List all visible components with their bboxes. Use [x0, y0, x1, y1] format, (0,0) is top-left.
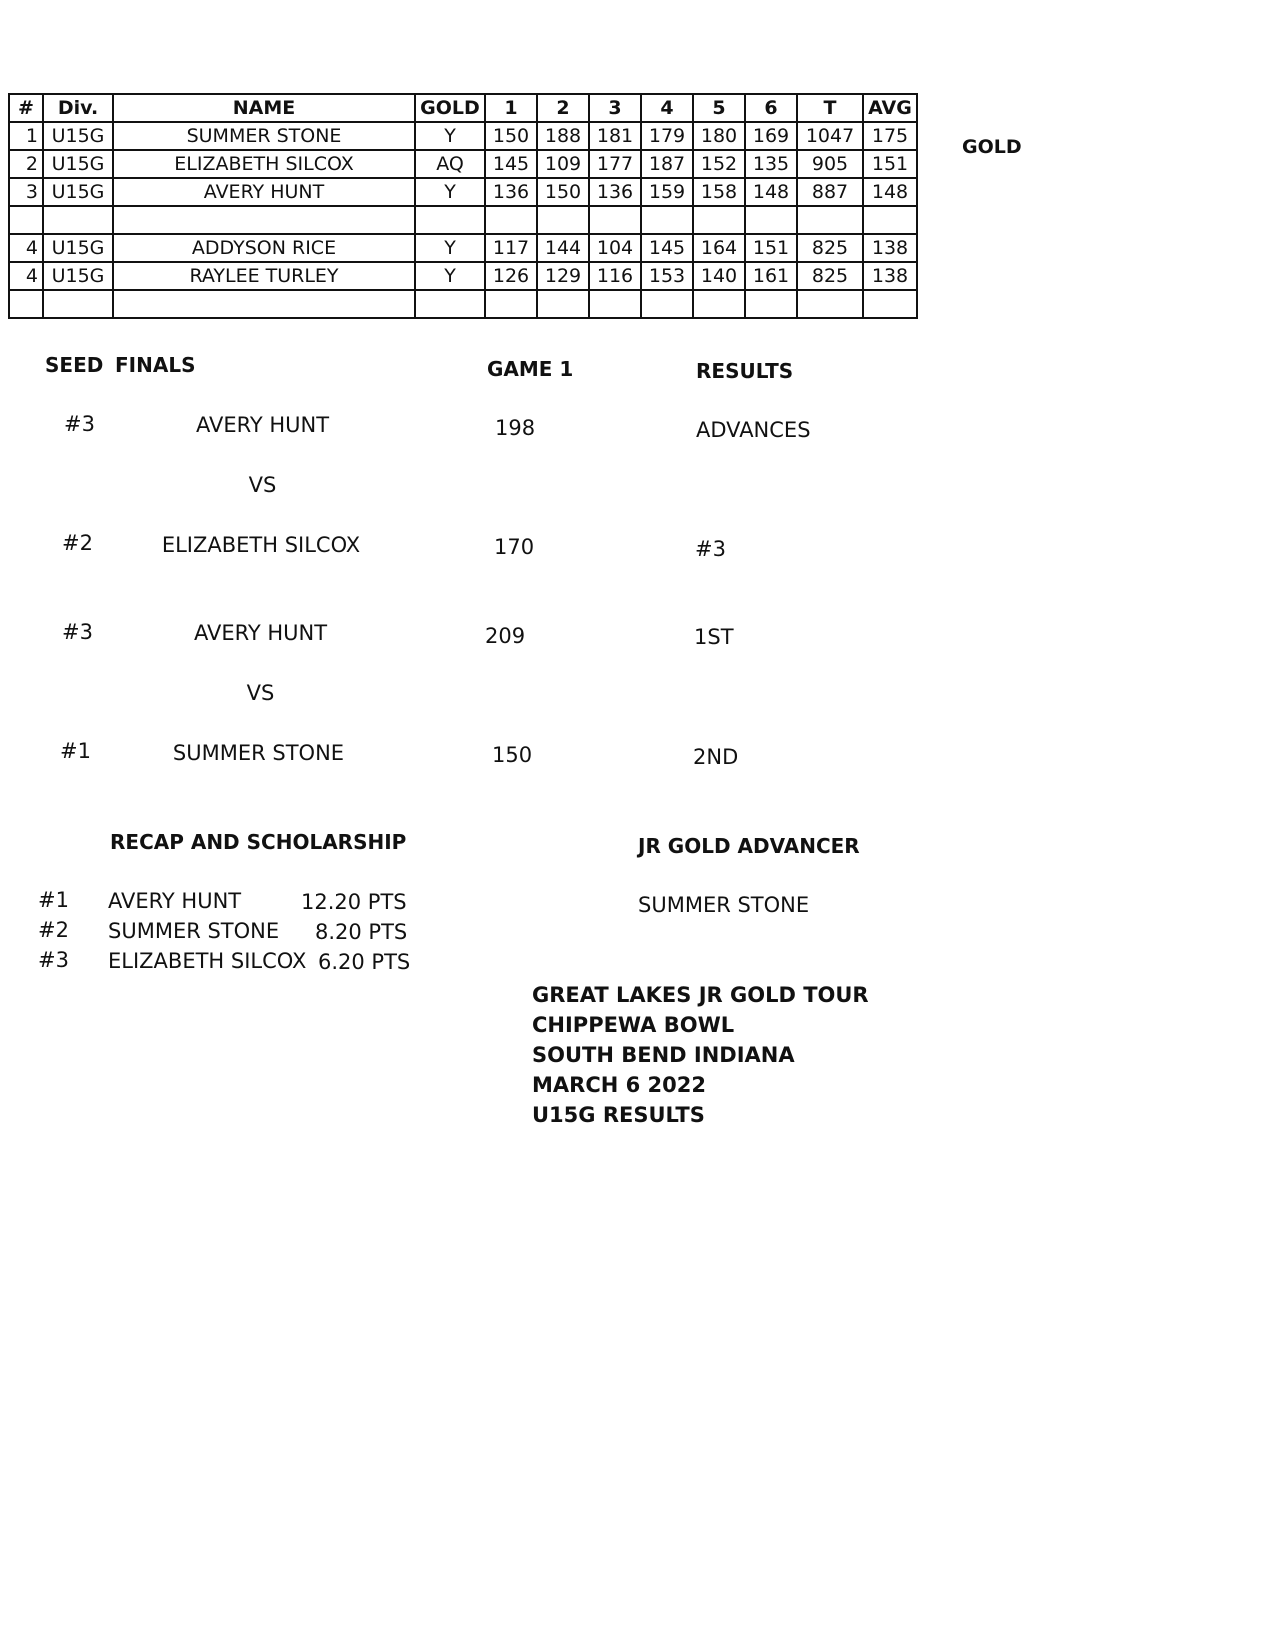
match-name: AVERY HUNT — [195, 413, 330, 437]
table-cell: 187 — [641, 150, 693, 178]
table-row — [9, 178, 917, 206]
table-cell: 181 — [589, 122, 641, 150]
match-seed: #2 — [62, 531, 93, 555]
venue-name: CHIPPEWA BOWL — [532, 1013, 735, 1037]
table-cell: 150 — [537, 178, 589, 206]
table-cell — [641, 290, 693, 318]
table-cell: 2 — [9, 150, 43, 178]
table-cell: 4 — [9, 234, 43, 262]
table-cell: 164 — [693, 234, 745, 262]
table-cell: 4 — [9, 262, 43, 290]
recap-place: #2 — [38, 918, 69, 942]
table-cell: 140 — [693, 262, 745, 290]
table-cell — [797, 206, 863, 234]
table-cell: 148 — [863, 178, 917, 206]
match-result: ADVANCES — [696, 418, 811, 442]
col-header: 6 — [745, 94, 797, 122]
event-info — [532, 980, 869, 1130]
table-cell: U15G — [43, 234, 113, 262]
table-cell — [589, 290, 641, 318]
table-row — [9, 206, 917, 234]
recap-place: #3 — [38, 948, 69, 972]
table-cell: 825 — [797, 262, 863, 290]
table-cell — [745, 206, 797, 234]
match-result: 1ST — [694, 625, 734, 649]
table-cell: 177 — [589, 150, 641, 178]
col-header: # — [9, 94, 43, 122]
advancer-title: JR GOLD ADVANCER — [638, 834, 860, 858]
game-header: GAME 1 — [487, 357, 574, 381]
table-cell: 825 — [797, 234, 863, 262]
table-row — [9, 122, 917, 150]
match-name: SUMMER STONE — [172, 741, 345, 765]
table-cell — [589, 206, 641, 234]
table-cell — [745, 290, 797, 318]
table-cell — [485, 206, 537, 234]
table-cell: 159 — [641, 178, 693, 206]
table-cell: Y — [415, 262, 485, 290]
division-results: U15G RESULTS — [532, 1103, 705, 1127]
table-cell — [693, 206, 745, 234]
match-seed: #3 — [62, 620, 93, 644]
table-cell: U15G — [43, 262, 113, 290]
table-cell: 145 — [641, 234, 693, 262]
table-row — [9, 234, 917, 262]
table-cell — [415, 206, 485, 234]
table-cell: 153 — [641, 262, 693, 290]
advancer-name: SUMMER STONE — [638, 893, 810, 917]
col-header: GOLD — [415, 94, 485, 122]
col-header: 1 — [485, 94, 537, 122]
table-cell: 148 — [745, 178, 797, 206]
table-cell — [537, 206, 589, 234]
table-cell: 3 — [9, 178, 43, 206]
table-cell: 138 — [863, 262, 917, 290]
match-score: 150 — [492, 743, 533, 767]
table-cell — [863, 290, 917, 318]
gold-note: GOLD — [962, 136, 1022, 158]
venue-location: SOUTH BEND INDIANA — [532, 1043, 795, 1067]
table-cell: 161 — [745, 262, 797, 290]
table-cell — [113, 206, 415, 234]
table-cell — [537, 290, 589, 318]
col-header: NAME — [113, 94, 415, 122]
table-cell: 129 — [537, 262, 589, 290]
table-cell: U15G — [43, 122, 113, 150]
table-cell: AQ — [415, 150, 485, 178]
match-result: 2ND — [693, 745, 739, 769]
match-seed: #1 — [60, 739, 91, 763]
col-header: T — [797, 94, 863, 122]
table-cell: 151 — [863, 150, 917, 178]
table-cell: SUMMER STONE — [113, 122, 415, 150]
table-cell: 151 — [745, 234, 797, 262]
col-header: 2 — [537, 94, 589, 122]
table-cell: 158 — [693, 178, 745, 206]
table-cell: Y — [415, 122, 485, 150]
table-row — [9, 290, 917, 318]
table-cell: 145 — [485, 150, 537, 178]
table-cell: 136 — [485, 178, 537, 206]
table-cell: 136 — [589, 178, 641, 206]
table-cell: 135 — [745, 150, 797, 178]
col-header: AVG — [863, 94, 917, 122]
table-cell — [113, 290, 415, 318]
col-header: 5 — [693, 94, 745, 122]
match-seed: #3 — [64, 412, 95, 436]
table-cell — [9, 206, 43, 234]
table-cell: Y — [415, 234, 485, 262]
match-result: #3 — [695, 537, 726, 561]
table-cell: ELIZABETH SILCOX — [113, 150, 415, 178]
table-cell: Y — [415, 178, 485, 206]
col-header: 4 — [641, 94, 693, 122]
recap-name: ELIZABETH SILCOX — [108, 949, 307, 973]
match-score: 170 — [494, 535, 535, 559]
table-cell: U15G — [43, 150, 113, 178]
table-cell: 175 — [863, 122, 917, 150]
table-cell — [485, 290, 537, 318]
match-score: 209 — [485, 624, 526, 648]
table-cell: 179 — [641, 122, 693, 150]
vs-label: VS — [248, 473, 277, 497]
finals-header: FINALS — [115, 353, 196, 377]
recap-points: 8.20 PTS — [315, 920, 408, 944]
match-score: 198 — [495, 416, 536, 440]
recap-points: 6.20 PTS — [318, 950, 411, 974]
recap-name: SUMMER STONE — [108, 919, 280, 943]
qualifying-table — [8, 93, 918, 319]
event-date: MARCH 6 2022 — [532, 1073, 706, 1097]
table-cell: ADDYSON RICE — [113, 234, 415, 262]
col-header: Div. — [43, 94, 113, 122]
table-cell: 150 — [485, 122, 537, 150]
table-cell: RAYLEE TURLEY — [113, 262, 415, 290]
table-cell: U15G — [43, 178, 113, 206]
recap-name: AVERY HUNT — [108, 889, 242, 913]
table-header-row — [9, 94, 917, 122]
recap-title: RECAP AND SCHOLARSHIP — [110, 830, 407, 854]
vs-label: VS — [246, 681, 275, 705]
table-cell: 109 — [537, 150, 589, 178]
recap-place: #1 — [38, 888, 69, 912]
table-cell: 104 — [589, 234, 641, 262]
table-cell: 126 — [485, 262, 537, 290]
table-row — [9, 262, 917, 290]
match-name: AVERY HUNT — [193, 621, 328, 645]
col-header: 3 — [589, 94, 641, 122]
table-cell: 188 — [537, 122, 589, 150]
table-cell: 180 — [693, 122, 745, 150]
table-cell — [797, 290, 863, 318]
table-cell: 116 — [589, 262, 641, 290]
table-cell — [415, 290, 485, 318]
table-body — [9, 122, 917, 318]
match-name: ELIZABETH SILCOX — [161, 533, 361, 557]
table-cell: 117 — [485, 234, 537, 262]
table-cell — [641, 206, 693, 234]
table-cell — [9, 290, 43, 318]
table-cell: 905 — [797, 150, 863, 178]
seed-header: SEED — [45, 353, 104, 377]
tour-name: GREAT LAKES JR GOLD TOUR — [532, 983, 869, 1007]
table-cell: 887 — [797, 178, 863, 206]
table-cell: 1047 — [797, 122, 863, 150]
table-cell: 144 — [537, 234, 589, 262]
table-cell — [693, 290, 745, 318]
table-row — [9, 150, 917, 178]
recap-points: 12.20 PTS — [301, 890, 407, 914]
results-header: RESULTS — [696, 359, 794, 383]
table-cell: 169 — [745, 122, 797, 150]
table-cell: 1 — [9, 122, 43, 150]
table-cell: 138 — [863, 234, 917, 262]
table-cell: AVERY HUNT — [113, 178, 415, 206]
table-cell — [863, 206, 917, 234]
table-cell — [43, 290, 113, 318]
table-cell — [43, 206, 113, 234]
table-cell: 152 — [693, 150, 745, 178]
